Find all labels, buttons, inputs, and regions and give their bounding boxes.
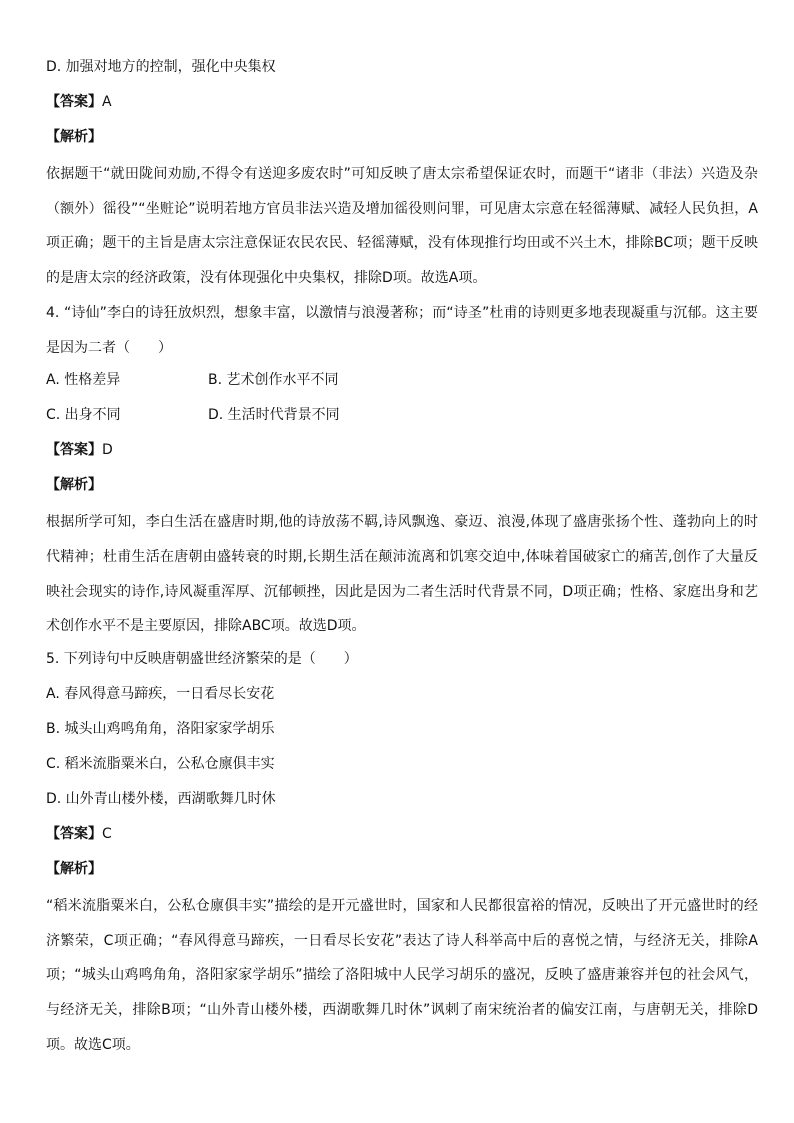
q5-analysis-label: 【解析】 <box>46 861 102 878</box>
q4-analysis-text: 根据所学可知，李白生活在盛唐时期,他的诗放荡不羁,诗风飘逸、豪迈、浪漫,体现了盛唐张扬个性、蓬勃向上的时代精神；杜甫生活在唐朝由盛转衰的时期,长期生活在颠沛流离和饥寒交迫中,体味着国破家亡的痛苦,创作了大量反映社会现实的诗作,诗风凝重浑厚、沉郁顿挫，因此是因为二者生活时代背景不同，D项正确；性格、家庭出身和艺术创作水平不是主要原因，排除ABC项。故选D项。 <box>46 514 758 635</box>
q3-answer <box>46 87 758 122</box>
q4-options-row-1 <box>46 365 758 400</box>
q4-option-d: D. 生活时代背景不同 <box>208 407 340 424</box>
q3-analysis-text: 依据题干“就田陇间劝励,不得令有送迎多废农时”可知反映了唐太宗希望保证农时，而题干“诸非（非法）兴造及杂（额外）徭役”“坐赃论”说明若地方官员非法兴造及增加徭役则问罪，可见唐太宗意在轻徭薄赋、减轻人民负担，A项正确；题干的主旨是唐太宗注意保证农民农民、轻徭薄赋，没有体现推行均田或不兴土木，排除BC项；题干反映的是唐太宗的经济政策，没有体现强化中央集权，排除D项。故选A项。 <box>46 166 758 287</box>
q5-stem: 5. 下列诗句中反映唐朝盛世经济繁荣的是（ ） <box>46 651 358 668</box>
q5-analysis-text: “稻米流脂粟米白，公私仓廪俱丰实”描绘的是开元盛世时，国家和人民都很富裕的情况，反映出了开元盛世时的经济繁荣，C项正确；“春风得意马蹄疾，一日看尽长安花”表达了诗人科举高中后的喜悦之情，与经济无关，排除A项；“城头山鸡鸣角角，洛阳家家学胡乐”描绘了洛阳城中人民学习胡乐的盛况，反映了盛唐兼容并包的社会风气，与经济无关，排除B项；“山外青山楼外楼，西湖歌舞几时休”讽刺了南宋统治者的偏安江南，与唐朝无关，排除D项。故选C项。 <box>46 898 758 1053</box>
q5-option-c: C. 稻米流脂粟米白，公私仓廪俱丰实 <box>46 756 275 773</box>
q4-options-row-2 <box>46 400 758 435</box>
q5-option-b: B. 城头山鸡鸣角角，洛阳家家学胡乐 <box>46 721 275 738</box>
q5-option-d: D. 山外青山楼外楼，西湖歌舞几时休 <box>46 791 276 808</box>
q4-option-a: A. 性格差异 <box>46 372 121 389</box>
q5-answer-value: C <box>102 826 112 843</box>
q4-answer-label: 【答案】 <box>46 442 102 459</box>
q3-answer-value: A <box>102 94 112 110</box>
q5-answer <box>46 819 758 854</box>
q5-option-a: A. 春风得意马蹄疾，一日看尽长安花 <box>46 686 275 703</box>
q4-option-c: C. 出身不同 <box>46 407 121 424</box>
q4-answer <box>46 435 758 470</box>
q3-answer-label: 【答案】 <box>46 94 102 110</box>
document-page <box>46 52 758 1063</box>
q4-analysis-label: 【解析】 <box>46 477 102 494</box>
q4-answer-value: D <box>102 442 113 459</box>
q3-option-d: D. 加强对地方的控制，强化中央集权 <box>46 59 276 75</box>
q4-option-b: B. 艺术创作水平不同 <box>208 372 339 389</box>
q5-answer-label: 【答案】 <box>46 826 102 843</box>
q3-analysis-label: 【解析】 <box>46 129 102 145</box>
q4-stem: 4. “诗仙”李白的诗狂放炽烈，想象丰富，以激情与浪漫著称；而“诗圣”杜甫的诗则更多地表现凝重与沉郁。这主要是因为二者（ ） <box>46 304 758 356</box>
